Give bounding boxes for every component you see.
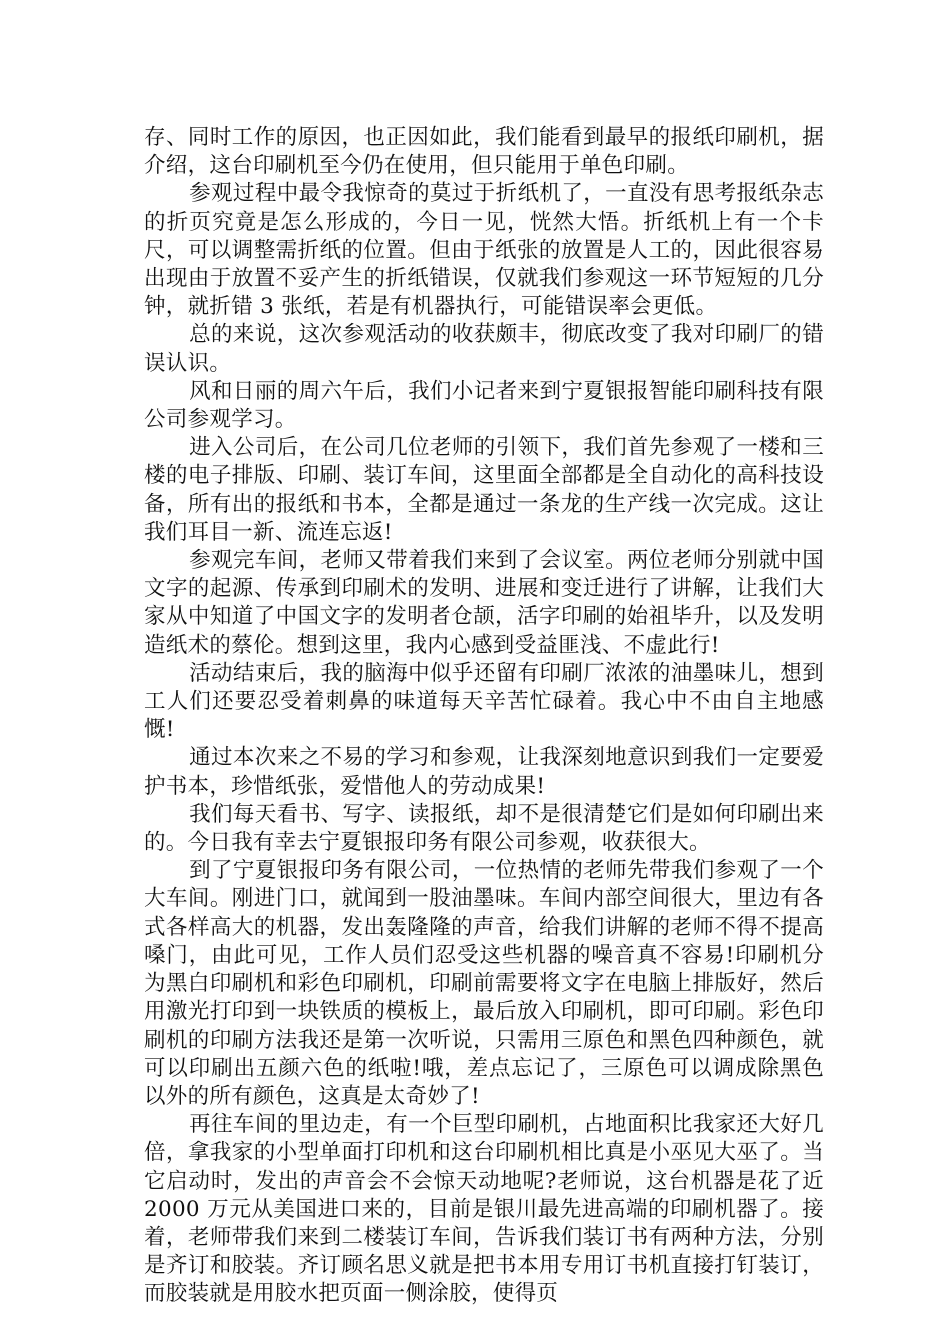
paragraph-9: 我们每天看书、写字、读报纸，却不是很清楚它们是如何印刷出来的。今日我有幸去宁夏银报印务有限公司参观，收获很大。 <box>144 801 824 856</box>
paragraph-3: 总的来说，这次参观活动的收获颇丰，彻底改变了我对印刷厂的错误认识。 <box>144 322 824 376</box>
paragraph-8: 通过本次来之不易的学习和参观，让我深刻地意识到我们一定要爱护书本，珍惜纸张，爱惜他人的劳动成果! <box>144 745 824 799</box>
paragraph-4: 风和日丽的周六午后，我们小记者来到宁夏银报智能印刷科技有限公司参观学习。 <box>144 378 824 433</box>
paragraph-11: 再往车间的里边走，有一个巨型印刷机，占地面积比我家还大好几倍，拿我家的小型单面打印机和这台印刷机相比真是小巫见大巫了。当它启动时，发出的声音会不会惊天动地呢?老师说，这台机器是花了近 2000 万元从美国进口来的，目前是银川最先进高端的印刷机器了。接着，老师带我们来到二楼装订车间，告诉我们装订书有两种方法，分别是齐订和胶装。齐订顾名思义就是把书本用专用订书机直接打钉装订，而胶装就是用胶水把页面一侧涂胶，使得页 <box>144 1112 824 1307</box>
paragraph-1: 存、同时工作的原因，也正因如此，我们能看到最早的报纸印刷机，据介绍，这台印刷机至今仍在使用，但只能用于单色印刷。 <box>144 125 824 179</box>
document-body <box>144 124 824 1309</box>
paragraph-5: 进入公司后，在公司几位老师的引领下，我们首先参观了一楼和三楼的电子排版、印刷、装订车间，这里面全部都是全自动化的高科技设备，所有出的报纸和书本，全都是通过一条龙的生产线一次完成。这让我们耳目一新、流连忘返! <box>144 435 824 545</box>
paragraph-7: 活动结束后，我的脑海中似乎还留有印刷厂浓浓的油墨味儿，想到工人们还要忍受着刺鼻的味道每天辛苦忙碌着。我心中不由自主地感慨! <box>144 660 824 743</box>
paragraph-6: 参观完车间，老师又带着我们来到了会议室。两位老师分别就中国文字的起源、传承到印刷术的发明、进展和变迁进行了讲解，让我们大家从中知道了中国文字的发明者仓颉，活字印刷的始祖毕升，以及发明造纸术的蔡伦。想到这里，我内心感到受益匪浅、不虚此行! <box>144 548 824 658</box>
paragraph-2: 参观过程中最令我惊奇的莫过于折纸机了，一直没有思考报纸杂志的折页究竟是怎么形成的，今日一见，恍然大悟。折纸机上有一个卡尺，可以调整需折纸的位置。但由于纸张的放置是人工的，因此很容易出现由于放置不妥产生的折纸错误，仅就我们参观这一环节短短的几分钟，就折错 3 张纸，若是有机器执行，可能错误率会更低。 <box>144 181 824 320</box>
paragraph-10: 到了宁夏银报印务有限公司，一位热情的老师先带我们参观了一个大车间。刚进门口，就闻到一股油墨味。车间内部空间很大，里边有各式各样高大的机器，发出轰隆隆的声音，给我们讲解的老师不得不提高嗓门，由此可见，工作人员们忍受这些机器的噪音真不容易!印刷机分为黑白印刷机和彩色印刷机，印刷前需要将文字在电脑上排版好，然后用激光打印到一块铁质的模板上，最后放入印刷机，即可印刷。彩色印刷机的印刷方法我还是第一次听说，只需用三原色和黑色四种颜色，就可以印刷出五颜六色的纸啦!哦，差点忘记了，三原色可以调成除黑色以外的所有颜色，这真是太奇妙了! <box>144 858 824 1109</box>
